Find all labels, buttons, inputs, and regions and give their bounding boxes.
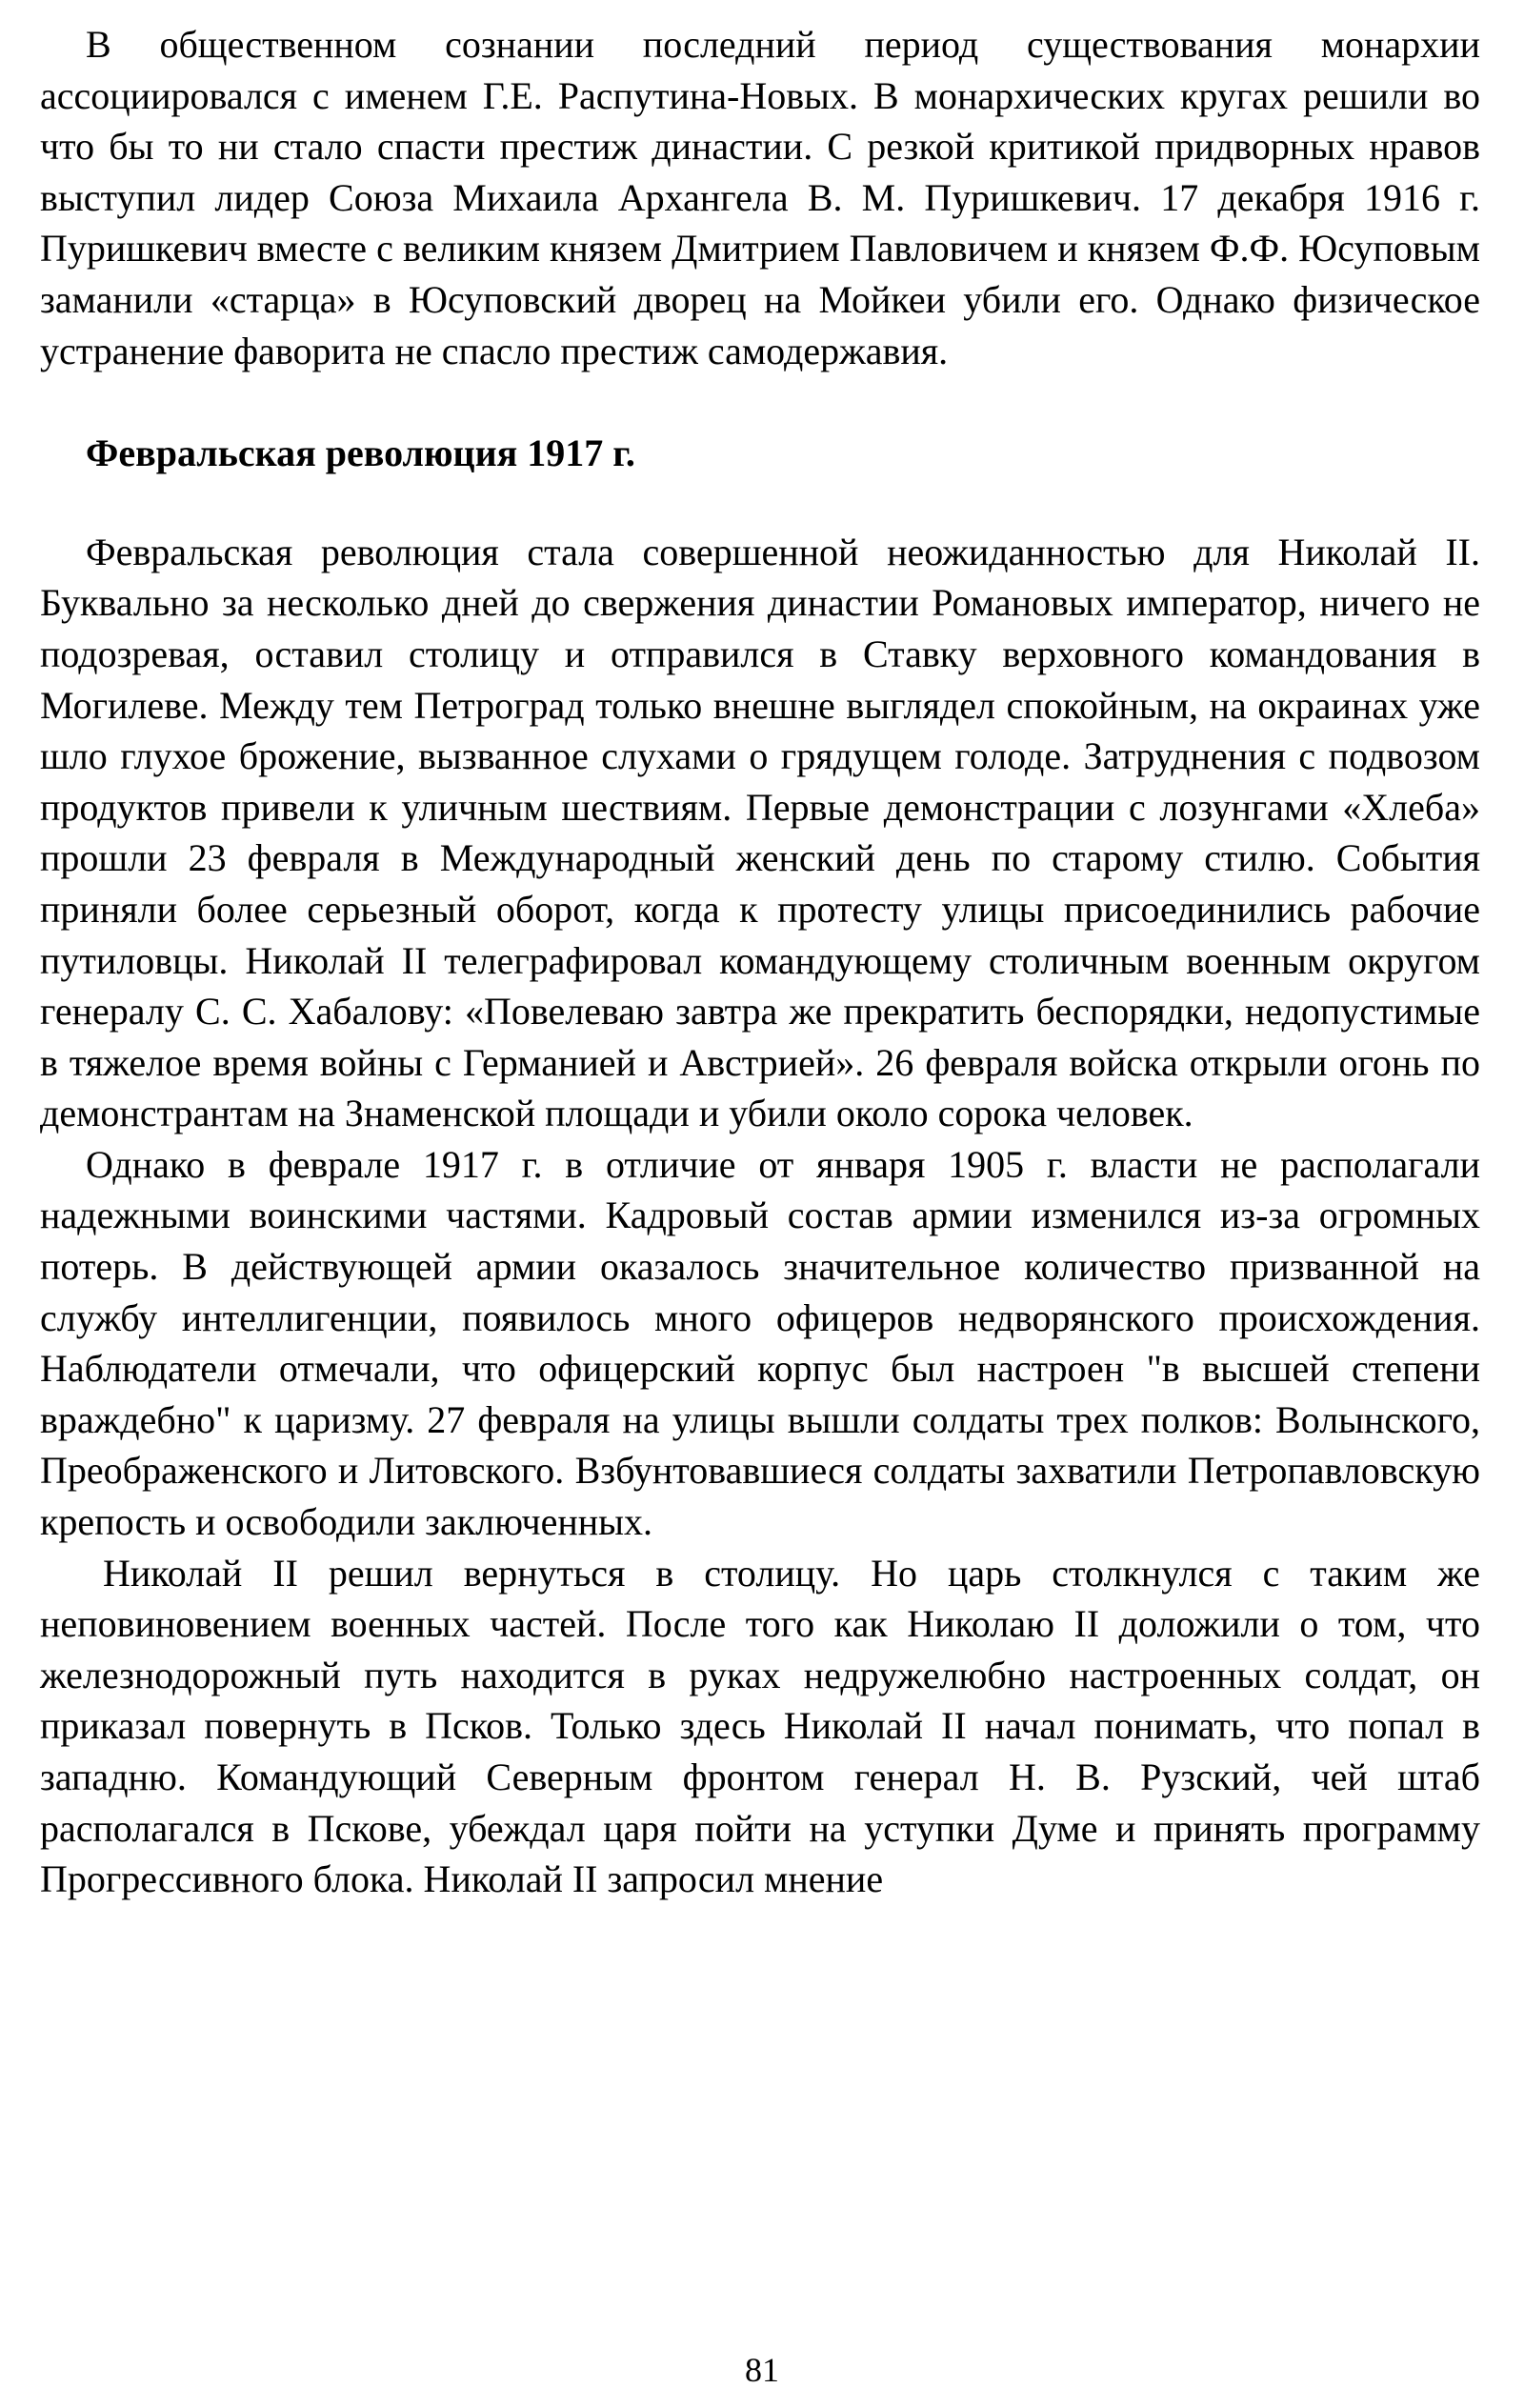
section-heading: Февральская революция 1917 г.: [86, 431, 635, 475]
paragraph-february-revolution: Февральская революция стала совершенной неожиданностью для Николай II. Буквально за несколько дней до свержения династии Романовых император, ничего не подозревая, оставил столицу и отправился в Ставку верховного командования в Могилеве. Между тем Петроград только внешне выглядел спокойным, на окраинах уже шло глухое брожение, вызванное слухами о грядущем голоде. Затруднения с подвозом продуктов привели к уличным шествиям. Первые демонстрации с лозунгами «Хлеба» прошли 23 февраля в Международный женский день по старому стилю. События приняли более серьезный оборот, когда к протесту улицы присоединились рабочие путиловцы. Николай II телеграфировал командующему столичным военным округом генералу С. С. Хабалову: «Повелеваю завтра же прекратить беспорядки, недопустимые в тяжелое время войны с Германией и Австрией». 26 февраля войска открыли огонь по демонстрантам на Знаменской площади и убили около сорока человек.: [40, 530, 1480, 1135]
paragraph-nicholas-pskov: Николай II решил вернуться в столицу. Но царь столкнулся с таким же неповиновением военных частей. После того как Николаю II доложили о том, что железнодорожный путь находится в руках недружелюбно настроенных солдат, он приказал повернуть в Псков. Только здесь Николай II начал понимать, что попал в западню. Командующий Северным фронтом генерал Н. В. Рузский, чей штаб располагался в Пскове, убеждал царя пойти на уступки Думе и принять программу Прогрессивного блока. Николай II запросил мнение: [40, 1551, 1480, 1901]
paragraph-army: Однако в феврале 1917 г. в отличие от января 1905 г. власти не располагали надежными воинскими частями. Кадровый состав армии изменился из-за огромных потерь. В действующей армии оказалось значительное количество призванной на службу интеллигенции, появилось много офицеров недворянского происхождения. Наблюдатели отмечали, что офицерский корпус был настроен "в высшей степени враждебно" к царизму. 27 февраля на улицы вышли солдаты трех полков: Волынского, Преображенского и Литовского. Взбунтовавшиеся солдаты захватили Петропавловскую крепость и освободили заключенных.: [40, 1142, 1480, 1544]
paragraph-rasputin: В общественном сознании последний период существования монархии ассоциировался с именем Г.Е. Распутина-Новых. В монархических кругах решили во что бы то ни стало спасти престиж династии. С резкой критикой придворных нравов выступил лидер Союза Михаила Архангела В. М. Пуришкевич. 17 декабря 1916 г. Пуришкевич вместе с великим князем Дмитрием Павловичем и князем Ф.Ф. Юсуповым заманили «старца» в Юсуповский дворец на Мойкеи убили его. Однако физическое устранение фаворита не спасло престиж самодержавия.: [40, 23, 1480, 372]
text-column: [40, 19, 1480, 1905]
page-number: 81: [745, 2351, 779, 2389]
